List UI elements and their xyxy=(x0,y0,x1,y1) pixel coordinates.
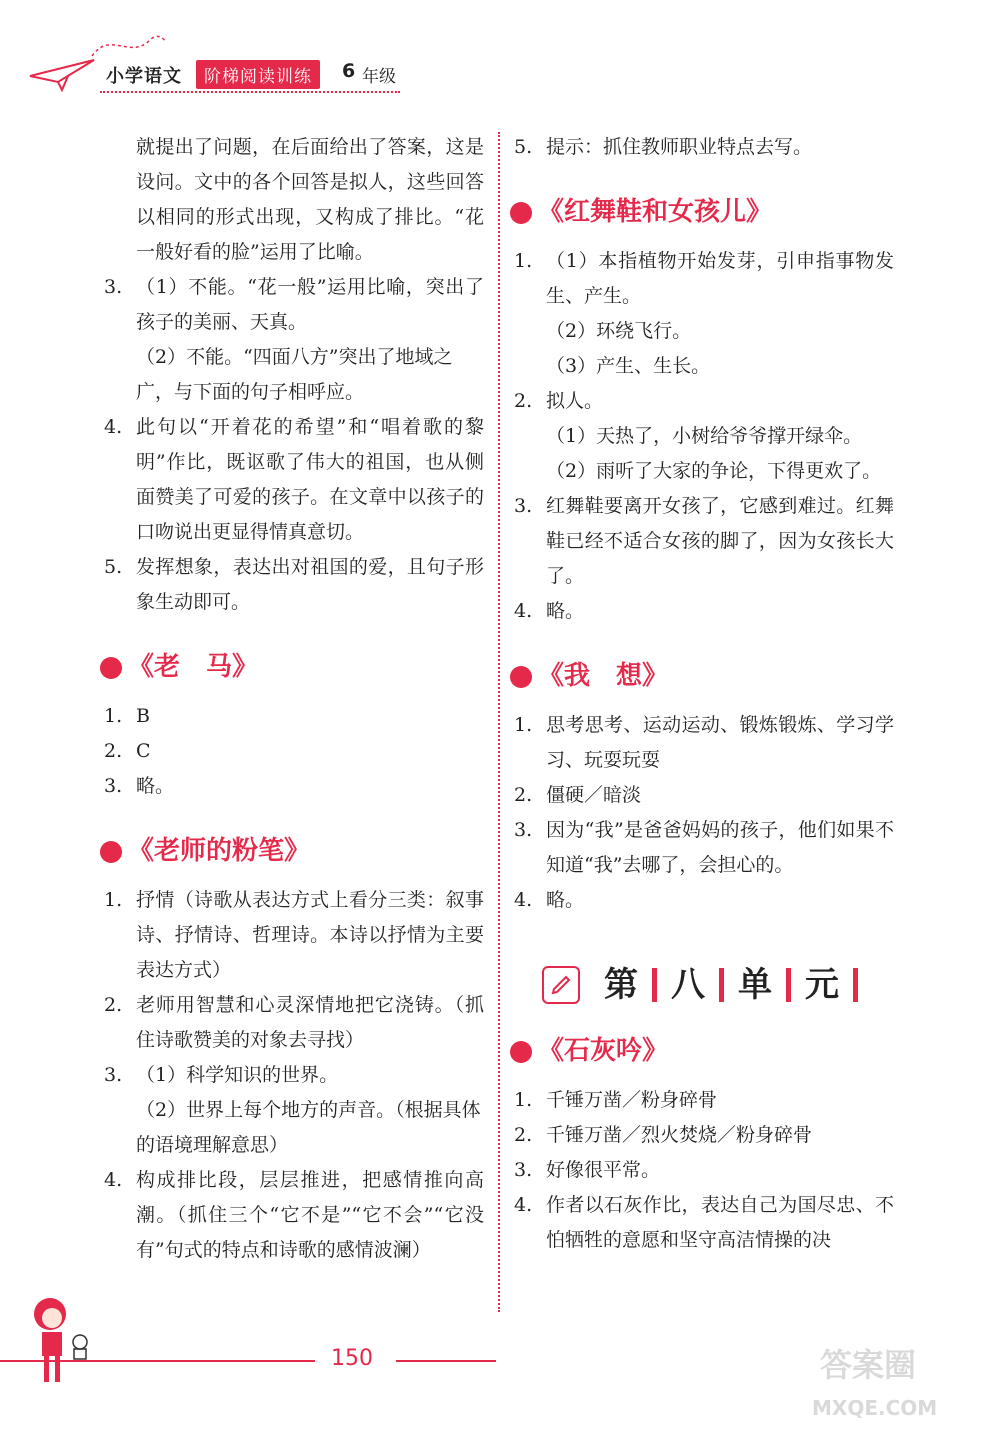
answer-sub: （3）产生、生长。 xyxy=(546,355,711,377)
header-grade-number: 6 xyxy=(342,60,356,82)
bullet-dot-icon xyxy=(510,1041,532,1063)
unit-separator xyxy=(786,968,791,1002)
section-title-teacher-chalk: 《老师的粉笔》 xyxy=(100,834,484,869)
left-column xyxy=(104,130,484,1268)
unit-separator xyxy=(652,968,657,1002)
answer-sub: （1）天热了，小树给爷爷撑开绿伞。 xyxy=(546,425,863,447)
header-subject: 小学语文 xyxy=(106,66,182,87)
bullet-dot-icon xyxy=(510,202,532,224)
answer-text: 发挥想象，表达出对祖国的爱，且句子形象生动即可。 xyxy=(136,556,484,613)
answer-number: 5. xyxy=(104,556,123,578)
answer-item: 2. 僵硬／暗淡 xyxy=(514,784,642,806)
answer-item: 1. 思考思考、运动运动、锻炼锻炼、学习学习、玩耍玩耍 xyxy=(514,714,894,771)
answer-item: 5. 提示：抓住教师职业特点去写。 xyxy=(514,136,813,158)
header-series-badge: 阶梯阅读训练 xyxy=(196,60,320,89)
answer-item: 3. 略。 xyxy=(104,775,175,797)
answer-item: 4. 略。 xyxy=(514,889,585,911)
answer-item: 2. 千锤万凿／烈火焚烧／粉身碎骨 xyxy=(514,1124,813,1146)
answer-sub: （2）雨听了大家的争论，下得更欢了。 xyxy=(546,460,882,482)
answer-item: 1. 抒情（诗歌从表达方式上看分三类：叙事诗、抒情诗、哲理诗。本诗以抒情为主要表达方式） xyxy=(104,889,484,981)
watermark-url: MXQE.COM xyxy=(812,1396,938,1420)
column-divider xyxy=(498,132,500,1312)
answer-item: 2. 老师用智慧和心灵深情地把它浇铸。（抓住诗歌赞美的对象去寻找） xyxy=(104,994,484,1051)
bullet-dot-icon xyxy=(100,841,122,863)
header-dotted-line xyxy=(100,91,400,93)
answer-number: 4. xyxy=(104,416,123,438)
paper-plane-icon xyxy=(28,52,98,92)
unit-separator xyxy=(853,968,858,1002)
section-title-lime-poem: 《石灰吟》 xyxy=(510,1034,894,1069)
answer-text: 此句以“开着花的希望”和“唱着歌的黎明”作比，既讴歌了伟大的祖国，也从侧面赞美了可爱的孩子。在文章中以孩子的口吻说出更显得情真意切。 xyxy=(136,416,484,543)
section-title-i-want: 《我 想》 xyxy=(510,659,894,694)
answer-item: 4. 构成排比段，层层推进，把感情推向高潮。（抓住三个“它不是”“它不会”“它没有”句式的特点和诗歌的感情波澜） xyxy=(104,1169,484,1261)
bullet-dot-icon xyxy=(100,657,122,679)
answer-item: 3. 红舞鞋要离开女孩了，它感到难过。红舞鞋已经不适合女孩的脚了，因为女孩长大了。 xyxy=(514,495,894,587)
answer-item: 2. 拟人。 xyxy=(514,390,604,412)
answer-item: 2. C xyxy=(104,740,151,762)
page-number: 150 xyxy=(331,1346,373,1371)
watermark-logo: 答案圈 xyxy=(820,1346,917,1384)
answer-number: 3. xyxy=(104,276,123,298)
unit-title: 第 八 单 元 xyxy=(590,968,858,1003)
unit-separator xyxy=(719,968,724,1002)
answer-text: （1）不能。“花一般”运用比喻，突出了孩子的美丽、天真。 xyxy=(136,276,484,333)
answer-item xyxy=(104,410,484,550)
unit-heading xyxy=(542,966,894,1004)
page-header xyxy=(0,0,1000,110)
answer-item: 4. 作者以石灰作比，表达自己为国尽忠、不怕牺牲的意愿和坚守高洁情操的决 xyxy=(514,1194,894,1251)
answer-item: 3. 好像很平常。 xyxy=(514,1159,661,1181)
answer-continuation: 就提出了问题，在后面给出了答案，这是设问。文中的各个回答是拟人，这些回答以相同的形式出现，又构成了排比。“花一般好看的脸”运用了比喻。 xyxy=(136,136,484,263)
answer-sub: （2）环绕飞行。 xyxy=(546,320,692,342)
answer-item xyxy=(104,270,484,340)
answer-sub: （2）不能。“四面八方”突出了地域之广，与下面的句子相呼应。 xyxy=(136,346,453,403)
answer-item: 4. 略。 xyxy=(514,600,585,622)
dotted-trail-icon xyxy=(90,30,170,60)
answer-item: 3. （1）科学知识的世界。 xyxy=(104,1064,339,1086)
section-title-red-shoes: 《红舞鞋和女孩儿》 xyxy=(510,195,894,230)
answer-item: 1. 千锤万凿／粉身碎骨 xyxy=(514,1089,718,1111)
bullet-dot-icon xyxy=(510,666,532,688)
girl-illustration-icon xyxy=(26,1292,96,1392)
answer-sub: （2）世界上每个地方的声音。（根据具体的语境理解意思） xyxy=(136,1099,481,1156)
right-column xyxy=(514,130,894,1258)
pen-icon xyxy=(542,966,580,1004)
header-grade-label: 年级 xyxy=(362,67,396,87)
answer-item xyxy=(104,550,484,620)
footer-line-left xyxy=(0,1360,315,1362)
answer-item: 1. （1）本指植物开始发芽，引申指事物发生、产生。 xyxy=(514,250,894,307)
answer-item: 3. 因为“我”是爸爸妈妈的孩子，他们如果不知道“我”去哪了，会担心的。 xyxy=(514,819,894,876)
answer-item: 1. B xyxy=(104,705,150,727)
footer-line-right xyxy=(396,1360,496,1362)
section-title-lao-ma: 《老 马》 xyxy=(100,650,484,685)
